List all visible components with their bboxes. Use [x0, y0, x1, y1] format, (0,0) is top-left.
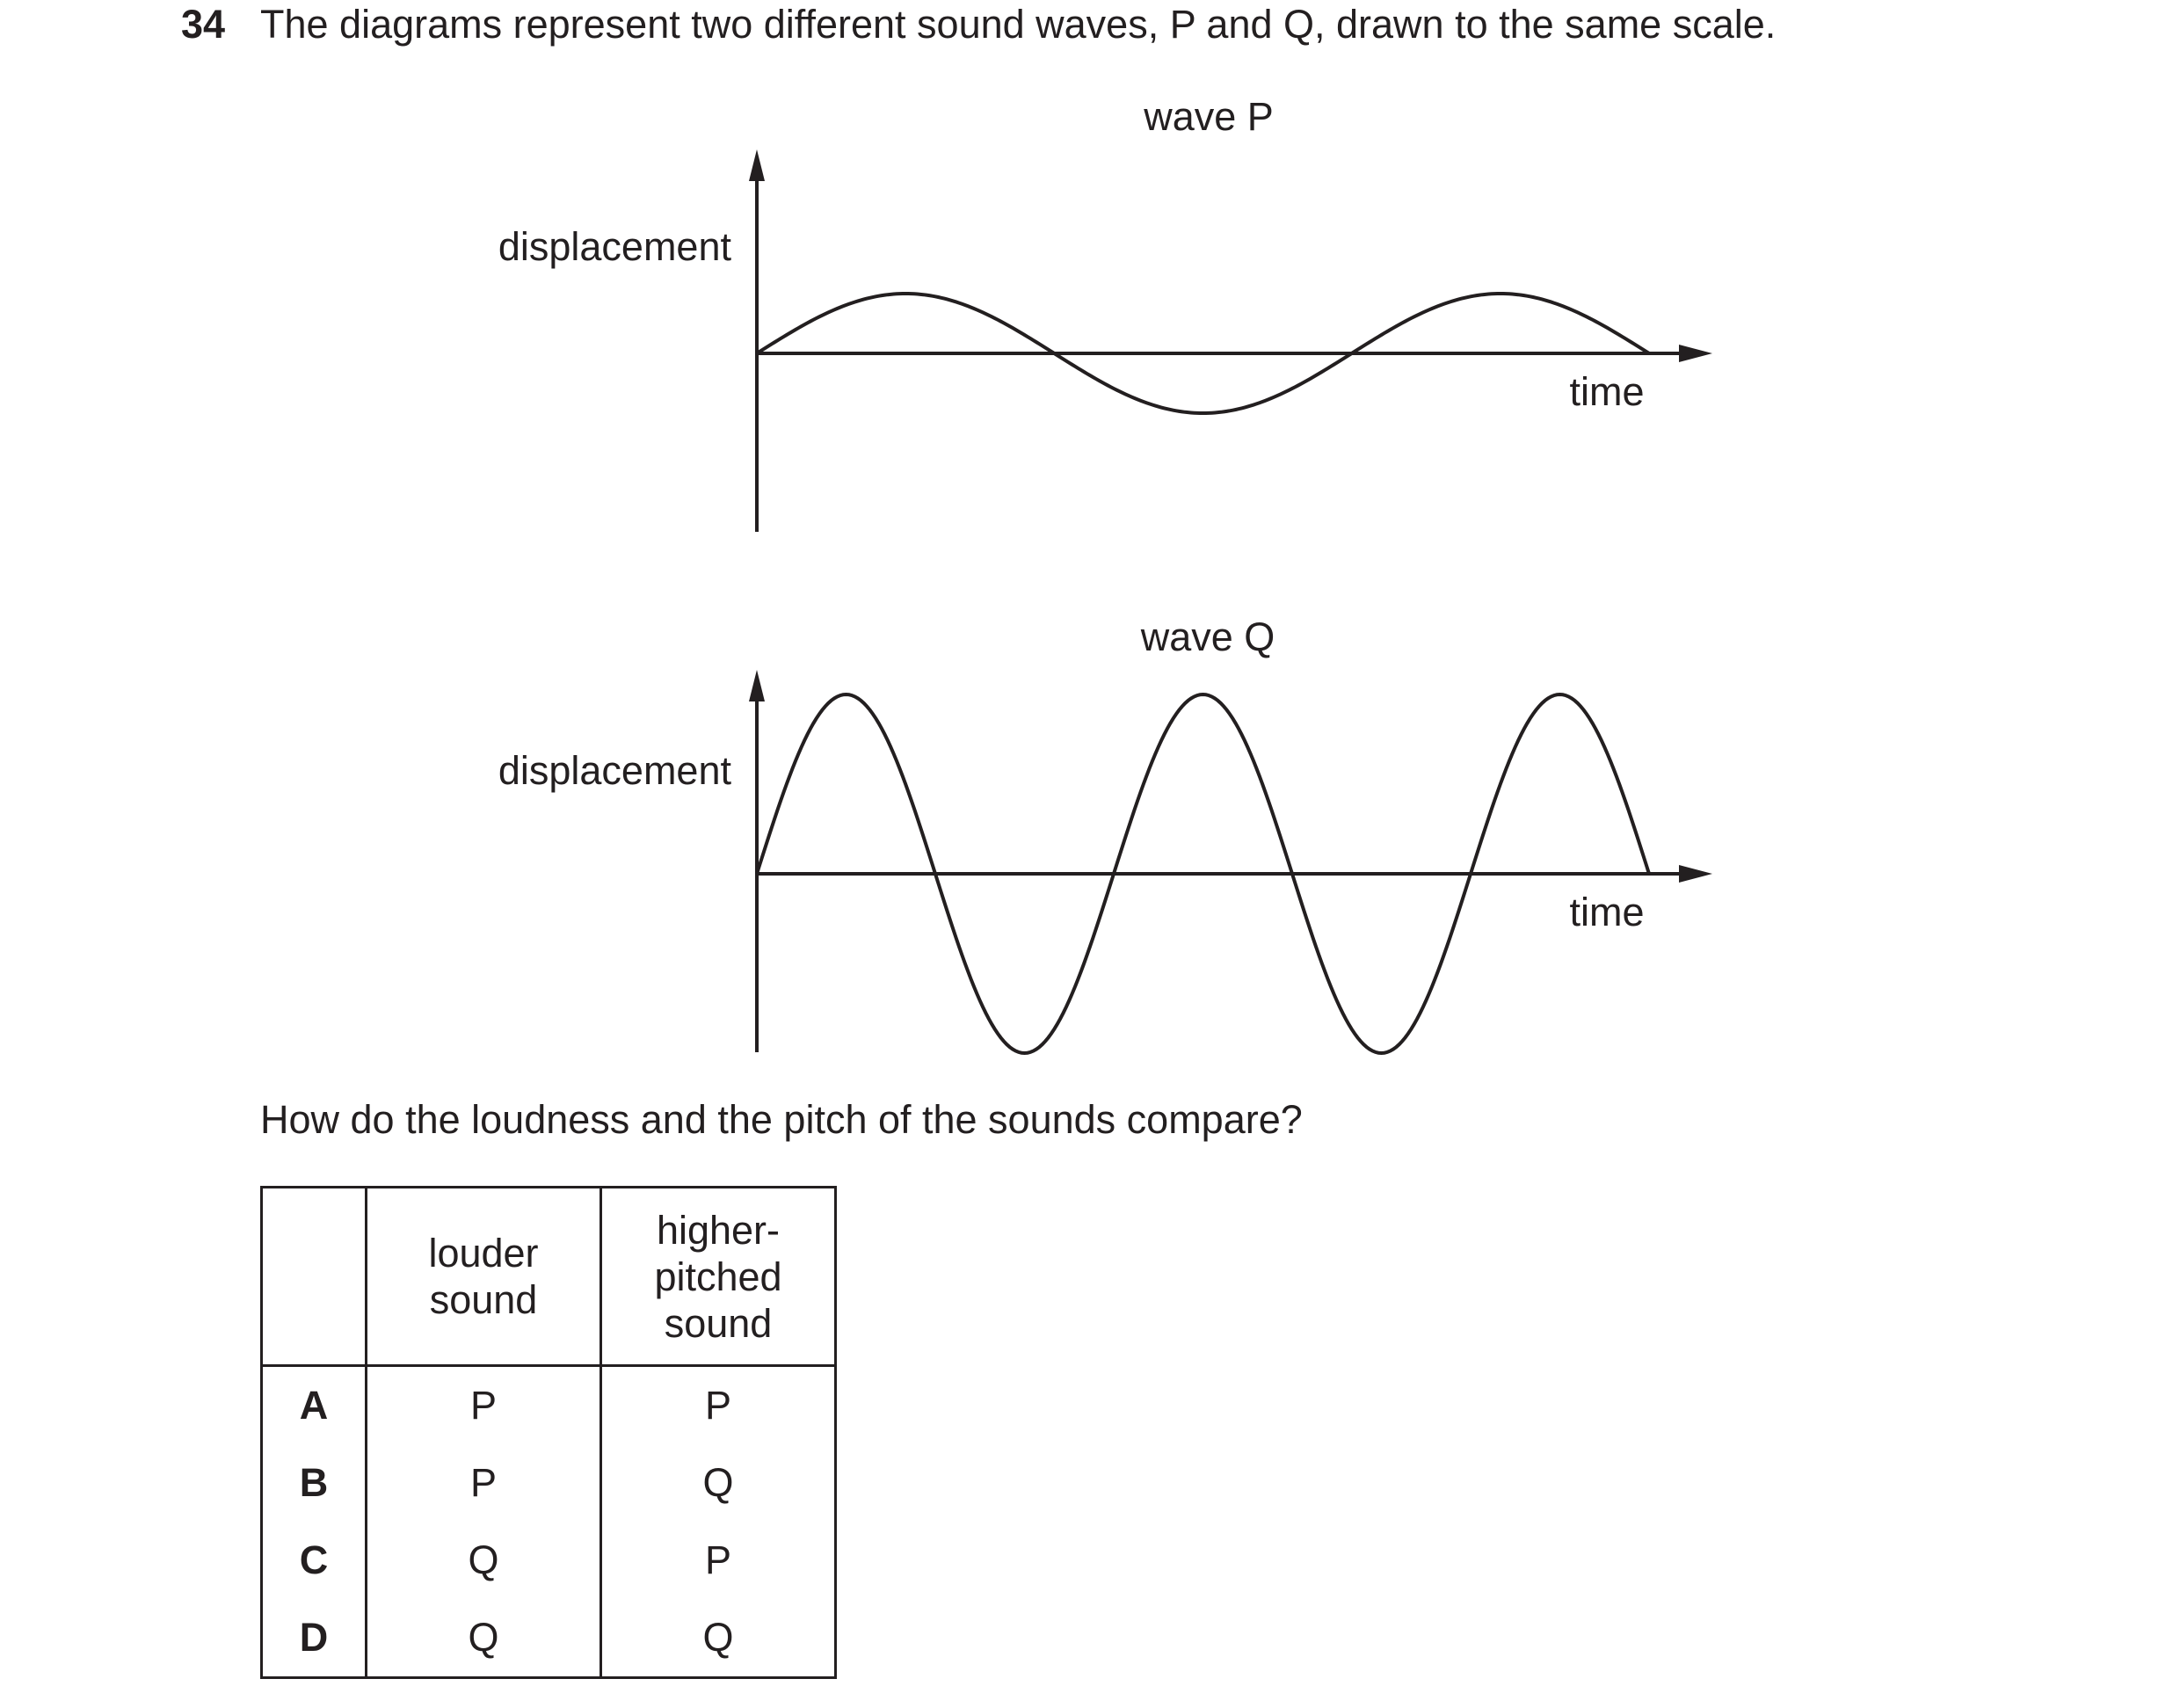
wave-q-displacement-label: displacement: [498, 748, 731, 793]
option-letter: C: [262, 1522, 367, 1599]
higher-cell: P: [601, 1522, 836, 1599]
wave-p-graph: [498, 94, 1712, 532]
louder-cell: Q: [367, 1522, 601, 1599]
header-empty: [262, 1188, 367, 1366]
table-row[interactable]: [262, 1599, 836, 1678]
option-letter: B: [262, 1444, 367, 1522]
header-higher-pitched-sound: [601, 1188, 836, 1366]
wave-q-title: wave Q: [1140, 614, 1275, 659]
table-row[interactable]: [262, 1444, 836, 1522]
wave-p-time-label: time: [1569, 369, 1645, 414]
question-number: 34: [181, 2, 226, 47]
wave-p-title: wave P: [1144, 94, 1274, 139]
header-line: sound: [664, 1300, 773, 1346]
answer-table: [260, 1186, 837, 1679]
higher-cell: P: [601, 1366, 836, 1445]
table-row[interactable]: [262, 1522, 836, 1599]
higher-cell: Q: [601, 1599, 836, 1678]
higher-cell: Q: [601, 1444, 836, 1522]
header-line: higher-: [656, 1207, 781, 1253]
wave-q-time-label: time: [1569, 890, 1645, 934]
header-line: pitched: [654, 1254, 782, 1299]
table-header-row: [262, 1188, 836, 1366]
wave-q-graph: [498, 614, 1712, 1053]
question-text: The diagrams represent two different sound waves, P and Q, drawn to the same scale.: [260, 2, 1777, 47]
option-letter: A: [262, 1366, 367, 1445]
wave-p-displacement-label: displacement: [498, 224, 731, 269]
table-row[interactable]: [262, 1366, 836, 1445]
wave-p-x-arrowhead: [1679, 345, 1712, 362]
louder-cell: P: [367, 1366, 601, 1445]
wave-q-x-arrowhead: [1679, 865, 1712, 883]
header-louder-sound: [367, 1188, 601, 1366]
option-letter: D: [262, 1599, 367, 1678]
header-line: louder: [428, 1231, 539, 1276]
comparison-question: How do the loudness and the pitch of the sounds compare?: [260, 1097, 1303, 1142]
louder-cell: Q: [367, 1599, 601, 1678]
header-line: sound: [429, 1277, 538, 1322]
wave-p-y-arrowhead: [749, 149, 765, 181]
wave-q-y-arrowhead: [749, 670, 765, 701]
louder-cell: P: [367, 1444, 601, 1522]
